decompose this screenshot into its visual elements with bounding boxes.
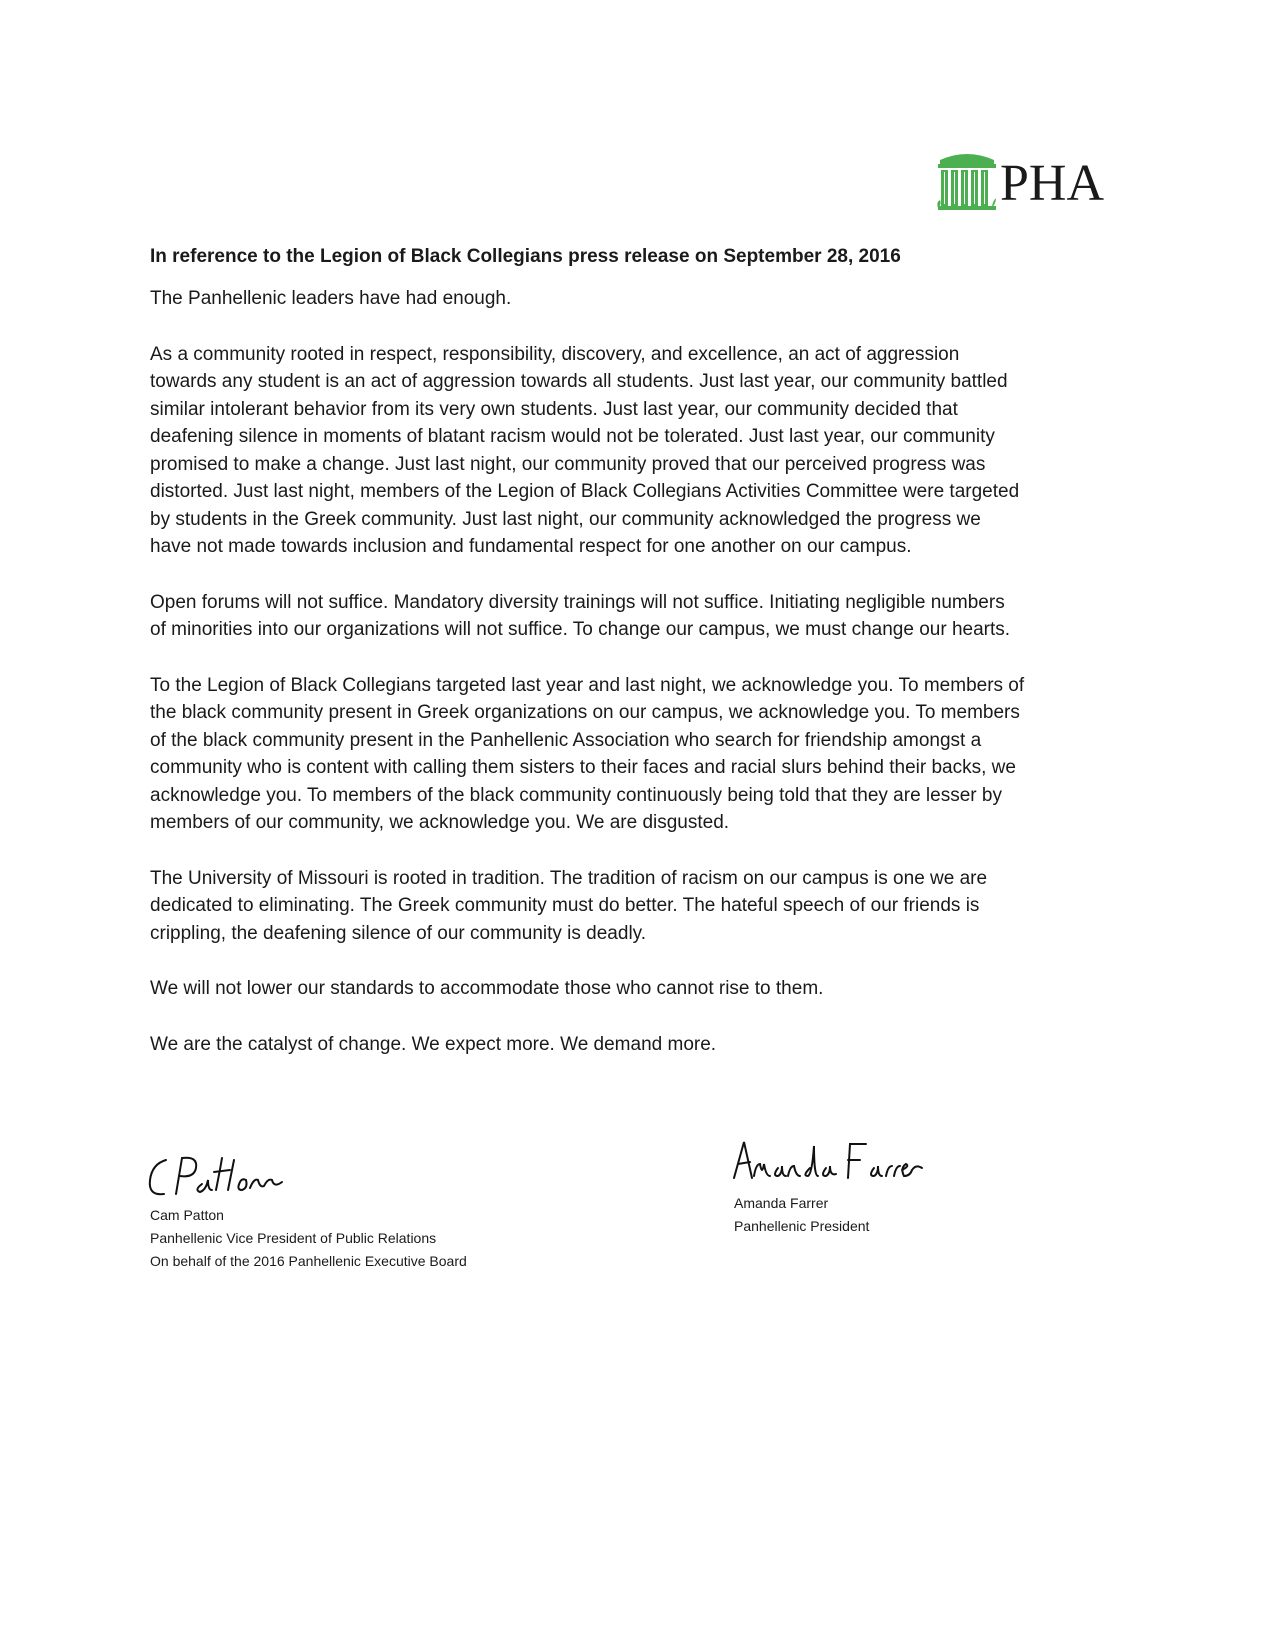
signer-note: On behalf of the 2016 Panhellenic Executive Board [150, 1253, 467, 1269]
paragraph: The University of Missouri is rooted in tradition. The tradition of racism on our campus is one we are dedicated to eliminating. The Greek community must do better. The hateful speech of our friends is crippling, the deafening silence of our community is deadly. [150, 867, 988, 944]
pha-logo [936, 148, 1116, 218]
signer-name: Cam Patton [150, 1207, 224, 1223]
signature-block-left [150, 1204, 467, 1273]
signer-title: Panhellenic Vice President of Public Relations [150, 1230, 437, 1246]
paragraph: The Panhellenic leaders have had enough. [150, 288, 512, 309]
signature-cam-patton [142, 1150, 302, 1206]
signature-block-right [734, 1192, 869, 1238]
signer-title: Panhellenic President [734, 1218, 870, 1234]
paragraph: We are the catalyst of change. We expect more. We demand more. [150, 1033, 717, 1055]
columns-building-icon [936, 148, 998, 214]
logo-text: PHA [1000, 155, 1105, 212]
signer-name: Amanda Farrer [734, 1195, 829, 1211]
paragraph: As a community rooted in respect, responsibility, discovery, and excellence, an act of aggression towards any student is an act of aggression towards all students. Just last year, our community battled similar intolerant behavior from its very own students. Just last year, our community decided that deafening silence in moments of blatant racism would not be tolerated. Just last year, our community promised to make a change. Just last night, our community proved that our perceived progress was distorted. Just last night, members of the Legion of Black Collegians Activities Committee were targeted by students in the Greek community. Just last night, our community acknowledged the progress we have not made towards inclusion and fundamental respect for one another on our campus. [150, 343, 1020, 557]
paragraph: To the Legion of Black Collegians targeted last year and last night, we acknowledge you. To members of the black community present in Greek organizations on our campus, we acknowledge you. To members of the black community present in the Panhellenic Association who search for friendship amongst a community who is content with calling them sisters to their faces and racial slurs behind their backs, we acknowledge you. To members of the black community continuously being told that they are lesser by members of our community, we acknowledge you. We are disgusted. [150, 674, 1025, 833]
signature-amanda-farrer [730, 1138, 930, 1188]
paragraph: We will not lower our standards to accommodate those who cannot rise to them. [150, 978, 824, 999]
paragraph: Open forums will not suffice. Mandatory diversity trainings will not suffice. Initiating negligible numbers of minorities into our organizations will not suffice. To change our campus, we must change our hearts. [150, 591, 1011, 640]
letter-heading: In reference to the Legion of Black Collegians press release on September 28, 2016 [150, 246, 901, 267]
letter-body [150, 243, 1125, 1086]
